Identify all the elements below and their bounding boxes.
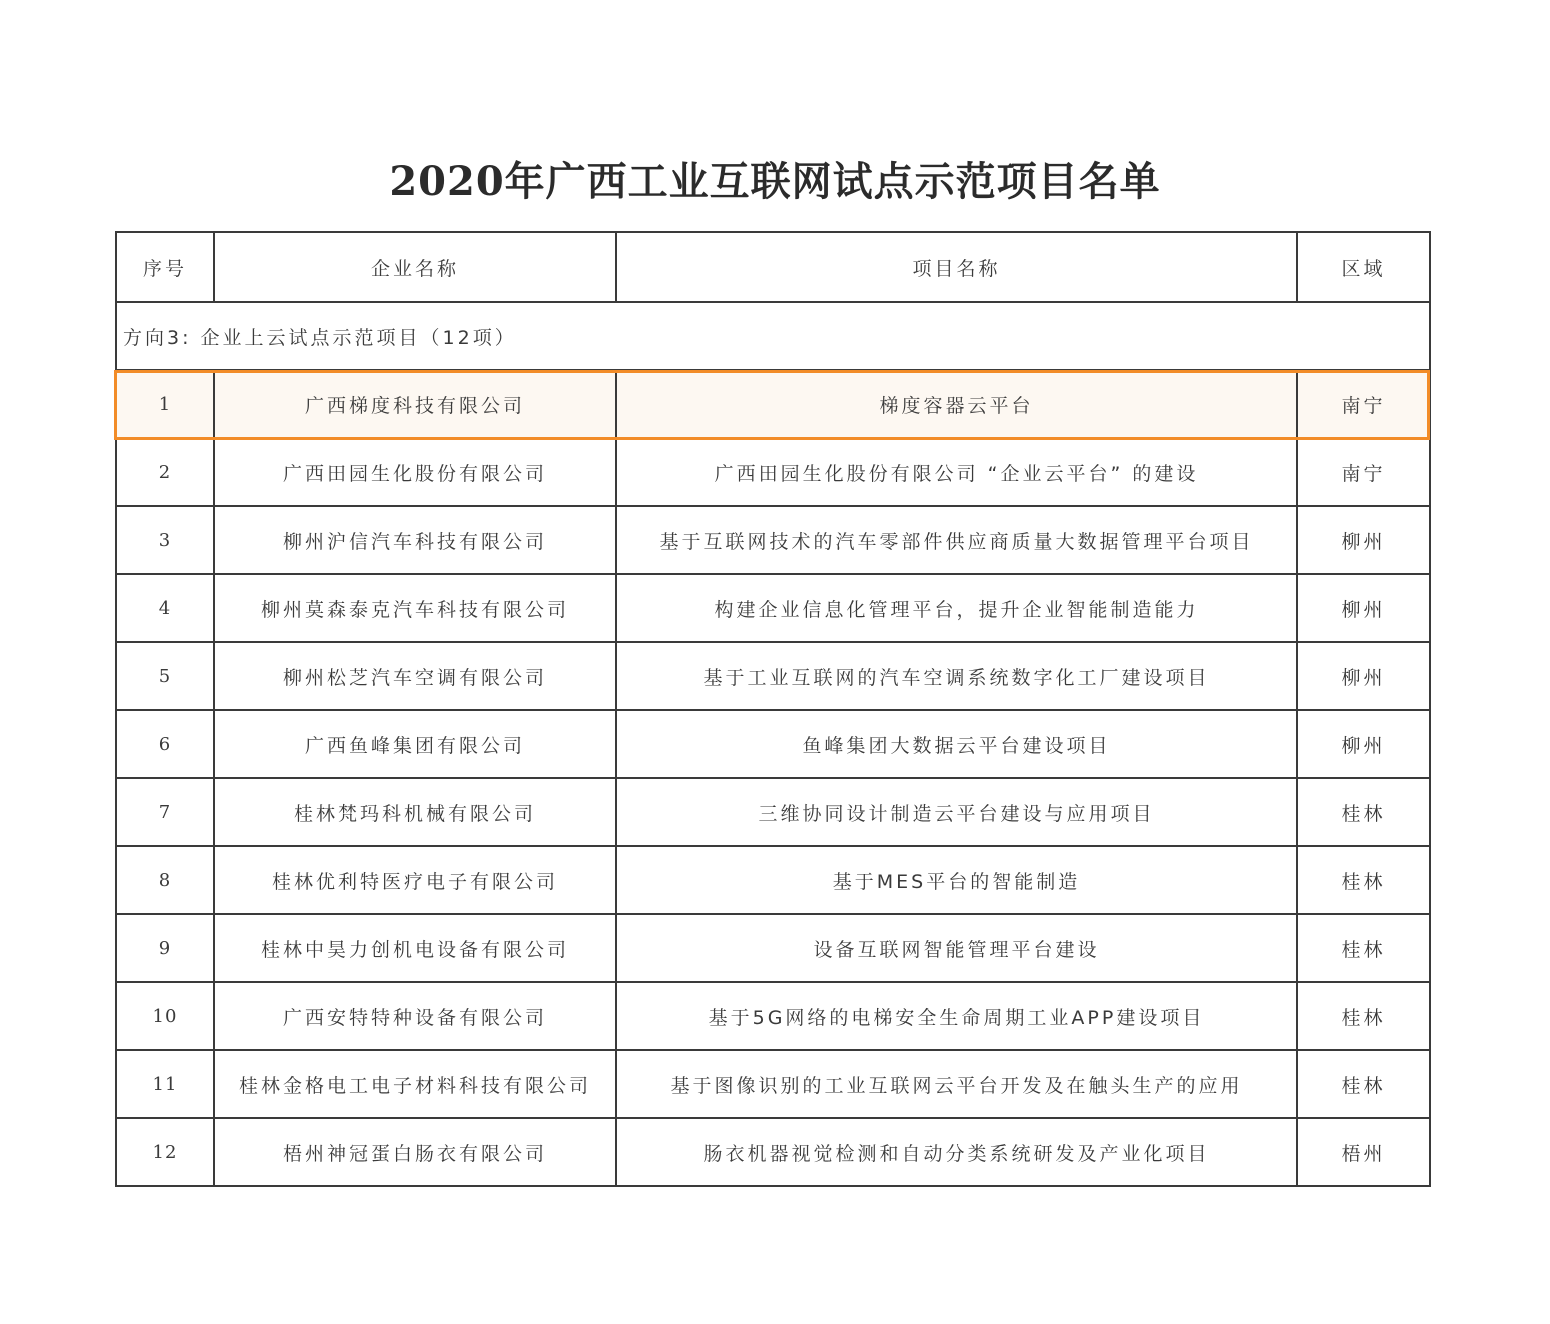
cell-enterprise: 柳州莫森泰克汽车科技有限公司 bbox=[214, 574, 616, 642]
cell-project: 构建企业信息化管理平台，提升企业智能制造能力 bbox=[616, 574, 1297, 642]
cell-project: 梯度容器云平台 bbox=[616, 370, 1297, 438]
cell-no: 1 bbox=[116, 370, 214, 438]
table-row bbox=[116, 574, 1430, 642]
table-row bbox=[116, 846, 1430, 914]
cell-region: 南宁 bbox=[1297, 438, 1430, 506]
cell-no: 10 bbox=[116, 982, 214, 1050]
table-row bbox=[116, 710, 1430, 778]
cell-project: 基于5G网络的电梯安全生命周期工业APP建设项目 bbox=[616, 982, 1297, 1050]
cell-region: 桂林 bbox=[1297, 914, 1430, 982]
cell-no: 7 bbox=[116, 778, 214, 846]
cell-project: 鱼峰集团大数据云平台建设项目 bbox=[616, 710, 1297, 778]
cell-region: 桂林 bbox=[1297, 1050, 1430, 1118]
section-label: 方向3: 企业上云试点示范项目（12项） bbox=[116, 302, 1430, 370]
document-title: 2020年广西工业互联网试点示范项目名单 bbox=[389, 158, 1161, 205]
cell-enterprise: 梧州神冠蛋白肠衣有限公司 bbox=[214, 1118, 616, 1186]
cell-project: 基于MES平台的智能制造 bbox=[616, 846, 1297, 914]
cell-region: 梧州 bbox=[1297, 1118, 1430, 1186]
cell-project: 基于互联网技术的汽车零部件供应商质量大数据管理平台项目 bbox=[616, 506, 1297, 574]
table-header-row bbox=[116, 232, 1430, 302]
table-row bbox=[116, 1050, 1430, 1118]
cell-no: 3 bbox=[116, 506, 214, 574]
cell-no: 4 bbox=[116, 574, 214, 642]
cell-region: 桂林 bbox=[1297, 982, 1430, 1050]
cell-no: 5 bbox=[116, 642, 214, 710]
cell-region: 柳州 bbox=[1297, 574, 1430, 642]
cell-region: 南宁 bbox=[1297, 370, 1430, 438]
cell-region: 柳州 bbox=[1297, 642, 1430, 710]
cell-no: 6 bbox=[116, 710, 214, 778]
section-row bbox=[116, 302, 1430, 370]
cell-enterprise: 广西田园生化股份有限公司 bbox=[214, 438, 616, 506]
cell-enterprise: 桂林中昊力创机电设备有限公司 bbox=[214, 914, 616, 982]
cell-project: 设备互联网智能管理平台建设 bbox=[616, 914, 1297, 982]
table-row bbox=[116, 438, 1430, 506]
cell-enterprise: 广西鱼峰集团有限公司 bbox=[214, 710, 616, 778]
cell-project: 基于工业互联网的汽车空调系统数字化工厂建设项目 bbox=[616, 642, 1297, 710]
header-project: 项目名称 bbox=[616, 232, 1297, 302]
cell-project: 广西田园生化股份有限公司 “企业云平台” 的建设 bbox=[616, 438, 1297, 506]
cell-region: 柳州 bbox=[1297, 710, 1430, 778]
table-row bbox=[116, 506, 1430, 574]
cell-enterprise: 桂林优利特医疗电子有限公司 bbox=[214, 846, 616, 914]
header-region: 区域 bbox=[1297, 232, 1430, 302]
table-row bbox=[116, 642, 1430, 710]
table-row bbox=[116, 982, 1430, 1050]
cell-enterprise: 广西梯度科技有限公司 bbox=[214, 370, 616, 438]
project-list-table bbox=[115, 231, 1431, 1187]
cell-no: 2 bbox=[116, 438, 214, 506]
cell-enterprise: 桂林金格电工电子材料科技有限公司 bbox=[214, 1050, 616, 1118]
table-row bbox=[116, 914, 1430, 982]
cell-enterprise: 广西安特特种设备有限公司 bbox=[214, 982, 616, 1050]
cell-region: 柳州 bbox=[1297, 506, 1430, 574]
table-row-highlighted bbox=[116, 370, 1430, 438]
table-row bbox=[116, 778, 1430, 846]
cell-region: 桂林 bbox=[1297, 778, 1430, 846]
header-no: 序号 bbox=[116, 232, 214, 302]
cell-region: 桂林 bbox=[1297, 846, 1430, 914]
cell-no: 9 bbox=[116, 914, 214, 982]
cell-enterprise: 柳州沪信汽车科技有限公司 bbox=[214, 506, 616, 574]
cell-enterprise: 桂林梵玛科机械有限公司 bbox=[214, 778, 616, 846]
table-row bbox=[116, 1118, 1430, 1186]
cell-enterprise: 柳州松芝汽车空调有限公司 bbox=[214, 642, 616, 710]
cell-no: 12 bbox=[116, 1118, 214, 1186]
header-enterprise: 企业名称 bbox=[214, 232, 616, 302]
cell-project: 基于图像识别的工业互联网云平台开发及在触头生产的应用 bbox=[616, 1050, 1297, 1118]
cell-no: 8 bbox=[116, 846, 214, 914]
cell-project: 三维协同设计制造云平台建设与应用项目 bbox=[616, 778, 1297, 846]
cell-project: 肠衣机器视觉检测和自动分类系统研发及产业化项目 bbox=[616, 1118, 1297, 1186]
cell-no: 11 bbox=[116, 1050, 214, 1118]
